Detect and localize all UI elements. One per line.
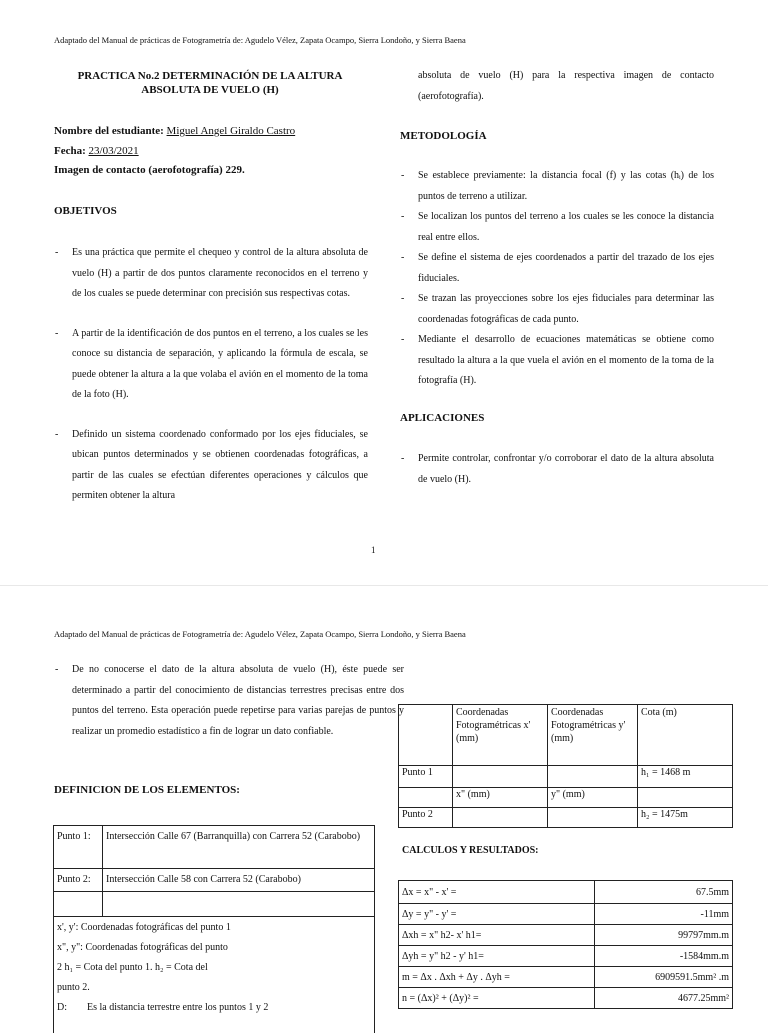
calc-value: -1584mm.m bbox=[595, 946, 733, 967]
student-field bbox=[54, 122, 295, 140]
calc-label: Δx = x" - x' = bbox=[399, 881, 595, 904]
calc-label: Δyh = y" h2 - y' h1= bbox=[399, 946, 595, 967]
table-row bbox=[54, 869, 375, 892]
point1-value: Intersección Calle 67 (Barranquilla) con Carrera 52 (Carabobo) bbox=[103, 826, 375, 869]
page-number: 1 bbox=[371, 545, 376, 555]
point2-x bbox=[453, 808, 548, 828]
calc-value: 67.5mm bbox=[595, 881, 733, 904]
calc-label: m = Δx . Δxh + Δy . Δyh = bbox=[399, 967, 595, 988]
header-x: Coordenadas Fotogramétricas x' (mm) bbox=[453, 705, 548, 766]
applications-heading: APLICACIONES bbox=[400, 411, 484, 425]
objective-item: - A partir de la identificación de dos puntos en el terreno, a los cuales se les conoce su distancia de separación, y aplicando la fórmula de escala, se puede obtener la altura a la que volaba el avión en el momento de la toma de la foto (H). bbox=[72, 324, 368, 406]
point1-cota: h₁ = 1468 m bbox=[638, 766, 733, 788]
method-item: - Se establece previamente: la distancia focal (f) y las cotas (hᵢ) de los puntos de terreno a utilizar. bbox=[418, 166, 714, 207]
student-label: Nombre del estudiante: bbox=[54, 125, 164, 137]
definitions-body bbox=[54, 917, 375, 1033]
calc-value: 99797mm.m bbox=[595, 925, 733, 946]
calc-label: Δxh = x" h2- x' h1= bbox=[399, 925, 595, 946]
definition-line: x', y': Coordenadas fotográficas del punto 1 bbox=[57, 918, 371, 938]
definition-line: 2 h₁ = Cota del punto 1. h₂ = Cota del bbox=[57, 958, 371, 978]
definitions-heading: DEFINICION DE LOS ELEMENTOS: bbox=[54, 783, 240, 797]
row-label-point1: Punto 1 bbox=[399, 766, 453, 788]
date-value: 23/03/2021 bbox=[89, 145, 139, 157]
title-line-2: ABSOLUTA DE VUELO (H) bbox=[54, 83, 366, 97]
point1-label: Punto 1: bbox=[54, 826, 103, 869]
calc-label: n = (Δx)² + (Δy)² = bbox=[399, 988, 595, 1009]
student-name: Miguel Angel Giraldo Castro bbox=[167, 125, 296, 137]
table-row bbox=[399, 925, 733, 946]
calculations-table bbox=[398, 880, 733, 1009]
header-y: Coordenadas Fotogramétricas y' (mm) bbox=[548, 705, 638, 766]
empty-cell bbox=[399, 788, 453, 808]
definitions-table bbox=[53, 825, 375, 1033]
subheader-x2: x" (mm) bbox=[453, 788, 548, 808]
objective-item: - Definido un sistema coordenado conformado por los ejes fiduciales, se ubican puntos determinados y se obtienen coordenadas fotográficas, a partir de las cuales se efectúan diferentes operaciones y cálculos que permiten obtener la altura bbox=[72, 425, 368, 507]
page-header: Adaptado del Manual de prácticas de Fotogrametría de: Agudelo Vélez, Zapata Ocampo, Sierra Londoño, y Sierra Baena bbox=[54, 35, 466, 46]
image-field bbox=[54, 161, 245, 179]
row-label-point2: Punto 2 bbox=[399, 808, 453, 828]
empty-cell bbox=[399, 705, 453, 766]
point2-y bbox=[548, 808, 638, 828]
calc-value: 4677.25mm² bbox=[595, 988, 733, 1009]
point2-cota: h₂ = 1475m bbox=[638, 808, 733, 828]
objective-item: - Es una práctica que permite el chequeo y control de la altura absoluta de vuelo (H) a partir de dos puntos claramente reconocidos en el terreno y de los cuales se puede determinar con precisión sus respectivas cotas. bbox=[72, 243, 368, 305]
empty-cell bbox=[54, 892, 103, 917]
method-item: - Se define el sistema de ejes coordenados a partir del trazado de los ejes fiduciales. bbox=[418, 248, 714, 289]
point1-y bbox=[548, 766, 638, 788]
objectives-heading: OBJETIVOS bbox=[54, 204, 117, 218]
point2-value: Intersección Calle 58 con Carrera 52 (Carabobo) bbox=[103, 869, 375, 892]
table-row bbox=[54, 917, 375, 1033]
subheader-y2: y" (mm) bbox=[548, 788, 638, 808]
title-line-1: PRACTICA No.2 DETERMINACIÓN DE LA ALTURA bbox=[54, 69, 366, 83]
table-row bbox=[54, 892, 375, 917]
date-label: Fecha: bbox=[54, 145, 86, 157]
page-header-2: Adaptado del Manual de prácticas de Fotogrametría de: Agudelo Vélez, Zapata Ocampo, Sierra Londoño, y Sierra Baena bbox=[54, 629, 466, 640]
page-separator bbox=[0, 585, 768, 586]
definition-line: D: Es la distancia terrestre entre los puntos 1 y 2 bbox=[57, 998, 371, 1018]
calc-value: 6909591.5mm² .m bbox=[595, 967, 733, 988]
table-row bbox=[399, 967, 733, 988]
definition-line: x", y": Coordenadas fotográficas del punto bbox=[57, 938, 371, 958]
empty-cell bbox=[638, 788, 733, 808]
calc-label: Δy = y" - y' = bbox=[399, 904, 595, 925]
method-item: - Se localizan los puntos del terreno a los cuales se les conoce la distancia real entre ellos. bbox=[418, 207, 714, 248]
page2-item: - De no conocerse el dato de la altura absoluta de vuelo (H), éste puede ser determinado a partir del conocimiento de distancias terrestres precisas entre dos puntos del terreno. Esta operación puede repetirse para varias parejas de puntos y realizar un promedio estadístico a fin de lograr un dato confiable. bbox=[72, 660, 404, 742]
page2-list bbox=[72, 660, 404, 742]
coordinates-table bbox=[398, 704, 733, 828]
practice-title bbox=[54, 69, 366, 97]
objectives-list bbox=[72, 243, 368, 507]
calc-heading: CALCULOS Y RESULTADOS: bbox=[402, 845, 539, 856]
empty-cell bbox=[103, 892, 375, 917]
methodology-list bbox=[418, 166, 714, 392]
table-row bbox=[399, 881, 733, 904]
calc-value: -11mm bbox=[595, 904, 733, 925]
table-row bbox=[399, 988, 733, 1009]
definition-line: punto 2. bbox=[57, 978, 371, 998]
image-label: Imagen de contacto (aerofotografía) 229. bbox=[54, 164, 245, 176]
table-row bbox=[399, 766, 733, 788]
table-row bbox=[54, 826, 375, 869]
table-row bbox=[399, 808, 733, 828]
right-continuation: absoluta de vuelo (H) para la respectiva imagen de contacto (aerofotografía). bbox=[418, 66, 714, 107]
date-field bbox=[54, 142, 139, 160]
methodology-heading: METODOLOGÍA bbox=[400, 129, 487, 143]
method-item: - Mediante el desarrollo de ecuaciones matemáticas se obtiene como resultado la altura a la que vuela el avión en el momento de la toma de la fotografía (H). bbox=[418, 330, 714, 392]
table-row bbox=[399, 904, 733, 925]
table-row bbox=[399, 788, 733, 808]
point1-x bbox=[453, 766, 548, 788]
method-item: - Se trazan las proyecciones sobre los ejes fiduciales para determinar las coordenadas fotográficas de cada punto. bbox=[418, 289, 714, 330]
application-item: - Permite controlar, confrontar y/o corroborar el dato de la altura absoluta de vuelo (H). bbox=[418, 449, 714, 490]
table-row bbox=[399, 946, 733, 967]
table-row bbox=[399, 705, 733, 766]
applications-list bbox=[418, 449, 714, 490]
point2-label: Punto 2: bbox=[54, 869, 103, 892]
header-cota: Cota (m) bbox=[638, 705, 733, 766]
